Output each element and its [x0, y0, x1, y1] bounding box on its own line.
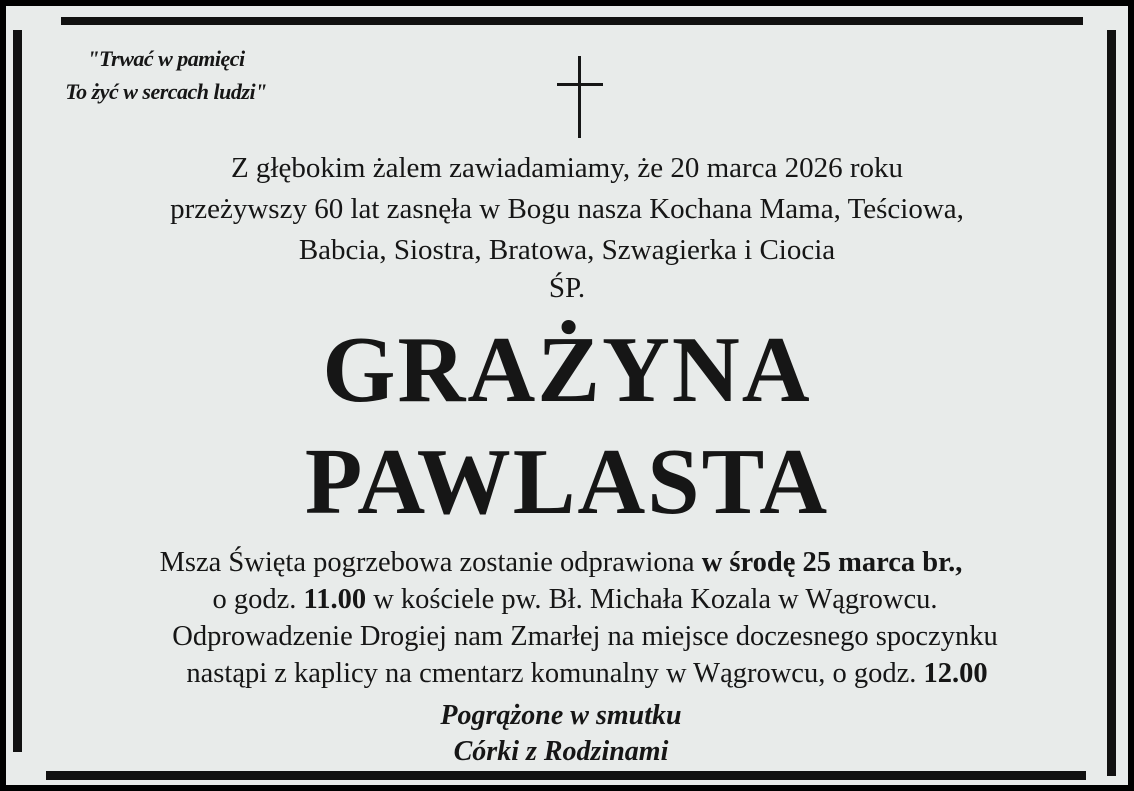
top-border-rule	[61, 17, 1083, 25]
motto-quote	[46, 42, 286, 108]
mass-date: w środę 25 marca br.,	[701, 547, 963, 578]
procession-line-1: Odprowadzenie Drogiej nam Zmarłej na miejsce doczesnego spoczynku	[172, 621, 998, 652]
time-prefix: o godz.	[212, 584, 304, 615]
signature-line-1: Pogrążone w smutku	[440, 700, 682, 731]
mass-time: 11.00	[303, 584, 367, 615]
announcement-line-1: Z głębokim żalem zawiadamiamy, że 20 marca 2026 roku	[230, 152, 904, 184]
motto-line-1: "Trwać w pamięci	[87, 46, 245, 71]
signature-line-2: Córki z Rodzinami	[453, 736, 669, 767]
procession-line-2	[26, 655, 1134, 692]
motto-line-2: To żyć w sercach ludzi"	[65, 79, 267, 104]
deceased-first-name: GRAŻYNA	[322, 318, 812, 422]
honorific: ŚP.	[548, 272, 586, 304]
cross-icon	[551, 56, 611, 138]
mass-info-line	[0, 544, 1122, 581]
announcement-line-2: przeżywszy 60 lat zasnęła w Bogu nasza Kochana Mama, Teściowa,	[170, 193, 964, 225]
announcement-line-3: Babcia, Siostra, Bratowa, Szwagierka i Ciocia	[298, 234, 836, 266]
mass-text: Msza Święta pogrzebowa zostanie odprawiona	[159, 547, 702, 578]
burial-time: 12.00	[923, 658, 988, 689]
church-text: w kościele pw. Bł. Michała Kozala w Wągrowcu.	[366, 584, 938, 615]
obituary-notice	[6, 6, 1128, 785]
church-info-line	[14, 581, 1134, 618]
procession-text: nastąpi z kaplicy na cmentarz komunalny w Wągrowcu, o godz.	[186, 658, 924, 689]
deceased-last-name: PAWLASTA	[304, 430, 830, 534]
bottom-border-rule	[46, 771, 1086, 780]
